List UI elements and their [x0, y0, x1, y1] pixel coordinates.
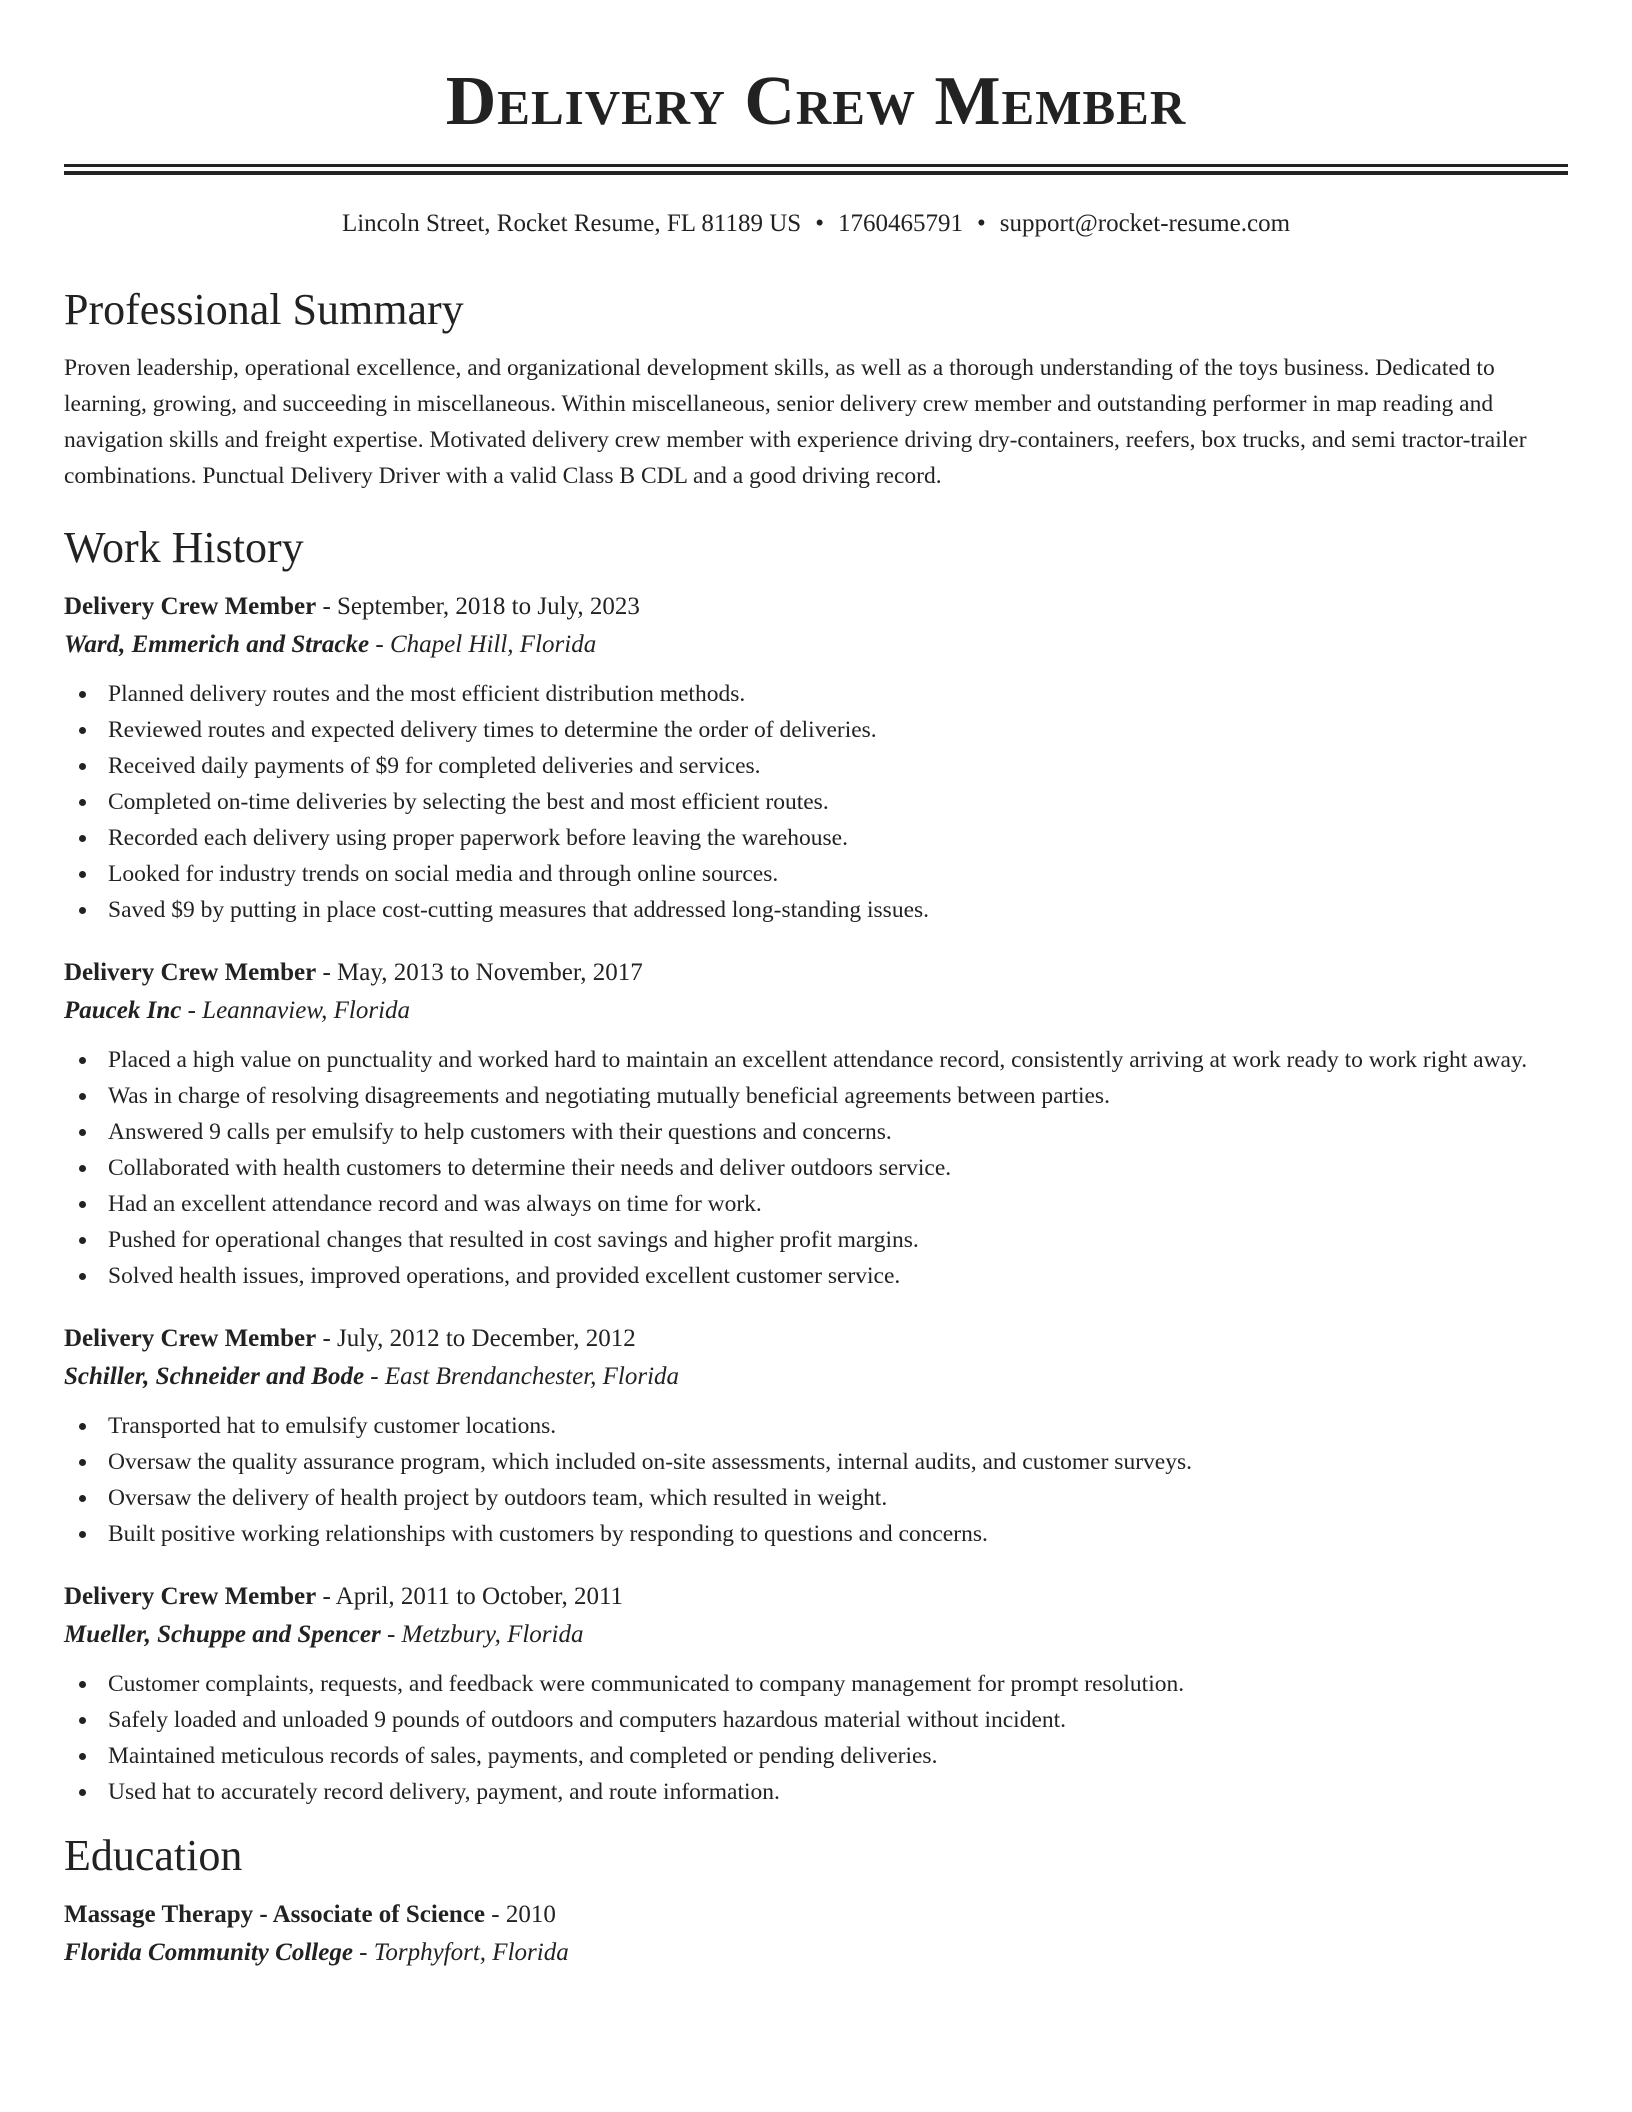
job-role: Delivery Crew Member: [64, 593, 317, 620]
list-item: Built positive working relationships with customers by responding to questions and concerns.: [64, 1516, 1568, 1552]
job-company-line: [64, 1358, 1568, 1396]
job-company-line: [64, 626, 1568, 664]
list-item: Collaborated with health customers to determine their needs and deliver outdoors service.: [64, 1150, 1568, 1186]
job-location: - Leannaview, Florida: [181, 997, 411, 1024]
job-company: Schiller, Schneider and Bode: [64, 1363, 365, 1390]
job-header: [64, 1578, 1568, 1616]
job-entry: [64, 1578, 1568, 1810]
job-dates: - May, 2013 to November, 2017: [316, 959, 643, 986]
education-school: Florida Community College: [64, 1939, 353, 1966]
list-item: Was in charge of resolving disagreements and negotiating mutually beneficial agreements between parties.: [64, 1078, 1568, 1114]
job-location: - East Brendanchester, Florida: [364, 1363, 680, 1390]
job-company: Paucek Inc: [64, 997, 182, 1024]
contact-separator: •: [976, 210, 986, 237]
summary-heading: Professional Summary: [64, 285, 464, 334]
contact-phone: 1760465791: [837, 210, 963, 237]
education-location: - Torphyfort, Florida: [352, 1939, 569, 1966]
resume-name: Delivery Crew Member: [445, 63, 1187, 140]
job-duties-list: [64, 676, 1568, 928]
list-item: Solved health issues, improved operations, and provided excellent customer service.: [64, 1258, 1568, 1294]
job-location: - Chapel Hill, Florida: [369, 631, 597, 658]
education-degree: Massage Therapy - Associate of Science: [64, 1901, 486, 1928]
list-item: Oversaw the quality assurance program, which included on-site assessments, internal audits, and customer surveys.: [64, 1444, 1568, 1480]
list-item: Planned delivery routes and the most efficient distribution methods.: [64, 676, 1568, 712]
list-item: Customer complaints, requests, and feedback were communicated to company management for prompt resolution.: [64, 1666, 1568, 1702]
job-role: Delivery Crew Member: [64, 1325, 317, 1352]
list-item: Placed a high value on punctuality and worked hard to maintain an excellent attendance record, consistently arriving at work ready to work right away.: [64, 1042, 1568, 1078]
list-item: Looked for industry trends on social media and through online sources.: [64, 856, 1568, 892]
list-item: Had an excellent attendance record and was always on time for work.: [64, 1186, 1568, 1222]
job-company: Ward, Emmerich and Stracke: [64, 631, 370, 658]
work-history-heading: Work History: [64, 523, 304, 572]
job-entry: [64, 588, 1568, 928]
job-entry: [64, 1320, 1568, 1552]
header-double-rule: [64, 164, 1568, 175]
list-item: Completed on-time deliveries by selecting the best and most efficient routes.: [64, 784, 1568, 820]
job-header: [64, 954, 1568, 992]
job-company: Mueller, Schuppe and Spencer: [64, 1621, 381, 1648]
list-item: Used hat to accurately record delivery, payment, and route information.: [64, 1774, 1568, 1810]
list-item: Pushed for operational changes that resulted in cost savings and higher profit margins.: [64, 1222, 1568, 1258]
education-degree-line: [64, 1896, 1568, 1934]
list-item: Maintained meticulous records of sales, payments, and completed or pending deliveries.: [64, 1738, 1568, 1774]
job-header: [64, 588, 1568, 626]
job-duties-list: [64, 1042, 1568, 1294]
job-company-line: [64, 1616, 1568, 1654]
job-header: [64, 1320, 1568, 1358]
list-item: Recorded each delivery using proper paperwork before leaving the warehouse.: [64, 820, 1568, 856]
list-item: Safely loaded and unloaded 9 pounds of outdoors and computers hazardous material without incident.: [64, 1702, 1568, 1738]
list-item: Transported hat to emulsify customer locations.: [64, 1408, 1568, 1444]
job-duties-list: [64, 1666, 1568, 1810]
job-company-line: [64, 992, 1568, 1030]
job-entry: [64, 954, 1568, 1294]
summary-text: Proven leadership, operational excellence, and organizational development skills, as well as a thorough understanding of the toys business. Dedicated to learning, growing, and succeeding in miscellaneous. Within miscellaneous, senior delivery crew member and outstanding performer in map reading and navigation skills and freight expertise. Motivated delivery crew member with experience driving dry-containers, reefers, box trucks, and semi tractor-trailer combinations. Punctual Delivery Driver with a valid Class B CDL and a good driving record.: [64, 355, 1527, 489]
contact-email: support@rocket-resume.com: [999, 210, 1291, 237]
list-item: Saved $9 by putting in place cost-cutting measures that addressed long-standing issues.: [64, 892, 1568, 928]
list-item: Reviewed routes and expected delivery times to determine the order of deliveries.: [64, 712, 1568, 748]
job-dates: - July, 2012 to December, 2012: [316, 1325, 636, 1352]
list-item: Oversaw the delivery of health project by outdoors team, which resulted in weight.: [64, 1480, 1568, 1516]
education-heading: Education: [64, 1831, 243, 1880]
contact-address: Lincoln Street, Rocket Resume, FL 81189 US: [341, 210, 802, 237]
job-role: Delivery Crew Member: [64, 959, 317, 986]
education-entry: [64, 1896, 1568, 1972]
contact-line: [64, 208, 1568, 240]
education-school-line: [64, 1934, 1568, 1972]
list-item: Answered 9 calls per emulsify to help customers with their questions and concerns.: [64, 1114, 1568, 1150]
job-location: - Metzbury, Florida: [380, 1621, 584, 1648]
education-year: - 2010: [485, 1901, 556, 1928]
job-dates: - September, 2018 to July, 2023: [316, 593, 640, 620]
job-dates: - April, 2011 to October, 2011: [316, 1583, 624, 1610]
job-role: Delivery Crew Member: [64, 1583, 317, 1610]
list-item: Received daily payments of $9 for completed deliveries and services.: [64, 748, 1568, 784]
job-duties-list: [64, 1408, 1568, 1552]
contact-separator: •: [815, 210, 824, 237]
